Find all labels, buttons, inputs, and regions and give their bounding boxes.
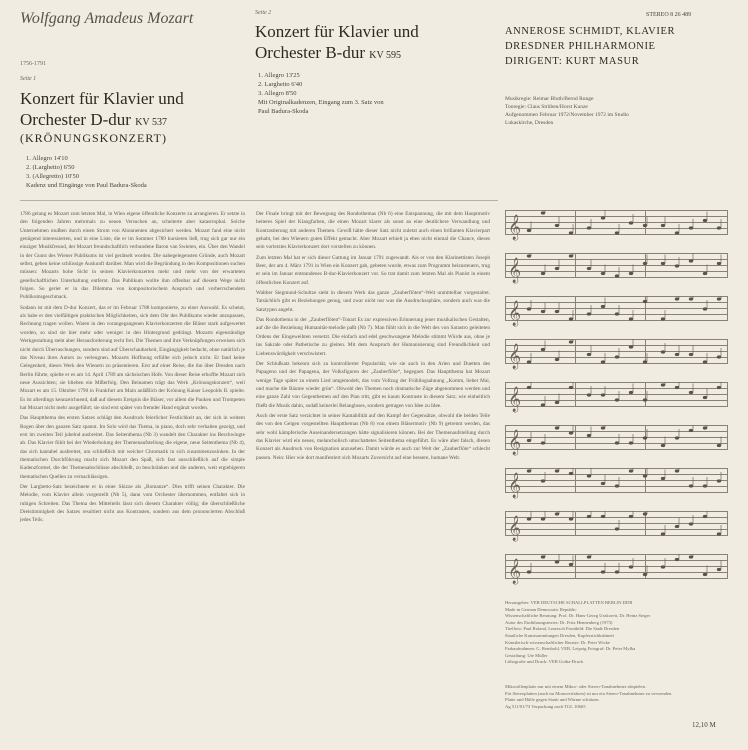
note-head xyxy=(717,386,721,389)
note-head xyxy=(703,272,707,275)
note-head xyxy=(569,563,573,566)
production-line: Künstlerisch-wissenschaftlicher Berater: Dr. Peter Wicke xyxy=(505,639,610,645)
note-head xyxy=(601,216,605,219)
note-head xyxy=(587,226,591,229)
note-head xyxy=(689,353,693,356)
side2-title-line1: Konzert für Klavier und xyxy=(255,22,419,41)
note-head xyxy=(675,436,679,439)
side2-movements xyxy=(258,71,384,116)
note-head xyxy=(615,441,619,444)
note-head xyxy=(601,305,605,308)
notes-glyphs xyxy=(505,296,728,328)
note-head xyxy=(569,517,573,520)
side2-movement-3: 3. Allegro 8'50 xyxy=(258,90,297,97)
note-head xyxy=(643,360,647,363)
note-head xyxy=(527,517,531,520)
note-head xyxy=(689,484,693,487)
note-head xyxy=(675,469,679,472)
notes-paragraph: Walther Siegmund-Schultze sieht in diesem Werk das ganze „Zauberflöten“-Welt unmittelbar vorgestaltet. Tatsächlich gibt es Beziehungen genug, und zwar nicht nur was die Ausdruckssphäre, sondern auch was die Satztypen angeht. xyxy=(256,290,490,313)
note-head xyxy=(703,426,707,429)
note-head xyxy=(615,312,619,315)
notes-paragraph: Das Rondothema in der „Zauberflöten“-Tonart Es zur expressiven Erinnerung jener musikalischen Gestalten, auf die die Beziehung Humanität-melodie paßt (Nb 7). Man fühlt sich in die Welt des von Sarastro geleiteten Ordens der Eingeweihten versetzt. Die einfach und edel geschwungene Melodie stimmt Würde aus, ohne je ins Sakrale oder Pathetische zu gleiten. Mit dem Anspruch der Humanisierung sind Freundlichkeit und Liebenswürdigkeit verschwistert. xyxy=(256,317,490,357)
note-head xyxy=(629,272,633,275)
side2-cadenzas-2: Paul Badura-Skoda xyxy=(258,108,309,115)
note-head xyxy=(615,398,619,401)
note-head xyxy=(661,383,665,386)
note-head xyxy=(629,441,633,444)
side2-movement-2: 2. Larghetto 6'40 xyxy=(258,81,303,88)
note-head xyxy=(689,259,693,262)
note-head xyxy=(643,512,647,515)
treble-clef-icon: 𝄞 xyxy=(508,258,522,283)
music-staff xyxy=(505,468,728,500)
note-head xyxy=(541,348,545,351)
artist-orchestra: DRESDNER PHILHARMONIE xyxy=(505,41,656,52)
note-head xyxy=(541,272,545,275)
side2-kv: KV 595 xyxy=(369,50,402,61)
note-head xyxy=(527,360,531,363)
notes-paragraph: Sodann ist mit dem D-dur Konzert, das er im Februar 1788 komponierte, zu einer Auswahl. Es scheint, als habe er den vielfältigen praktischen Möglichkeiten, sich dem Ohr des Publikums wieder anzupassen, Rechnung tragen wollen. Waren in den vorangegangenen Klavierkonzerten die Bläser stark aufgewertet worden, so sind sie hier mehr oder weniger in den Hintergrund gedrängt. Mozarts eigenständige Werkgestaltung steht aber Herausforderung recht frei. Die Themen und ihre Verknüpfungen erweisen sich nicht durch Überraschungen, sondern sind auf Überschaubarkeit, Eingängigkeit bedacht, ohne natürlich je das Niveau ihres Autors zu verleugnen. Mozarts Hoffnung erfüllte sich jedoch nicht. Er fand keine Gelegenheit, dieses Werk den Wienern zu präsentieren. Erst auf einer Reise, die ihn über Dresden nach Berlin führte, spielte er es am 14. April 1789 am sächsischen Hofe. Von dieser Reise erhoffte Mozart sich neue Aussichten; sie blieben ein Mißerfolg. Den Beinamen trägt das Werk „Krönungskonzert“, weil Mozart es am 15. Oktober 1790 in Frankfurt am Main anläßlich der Krönung Kaiser Leopolds II. spielte. Es ist allerdings kennzeichnend, daß auf diesem Ereignis die Bläser, vor allem die Pauken und Trompeten hat Mozart nicht mehr ausgeführt; sie sind erst später von fremder Hand ergänzt worden. xyxy=(20,304,245,411)
legal-line: Mikrorillenplatte nur mit einem Mikro- oder Stereo-Tonabnehmer abspielen. xyxy=(505,684,647,689)
note-head xyxy=(601,570,605,573)
notes-paragraph: Auch der erste Satz verzichtet in seiner Kantabilität auf den Kampf der Gegensätze, obwohl die beiden Teile des von den Geigen vorgestellten Hauptthemas (Nb 8) von einem Bläsermotiv (Nb 9) getrennt werden, das sehr wohl kämpferische Auseinandersetzungen hätte signalisieren können. Bei der Themenaufstellung durch das Klavier wird ein neues, melancholisch umschattetes Seitenthema eingeführt. Es wäre aber falsch, diesen Konzert als Ausdruck von Resignation anzusehen. Damit würde es auch zur Welt der „Zauberflöte“ schlecht passen. Nein: Hier wie dort manifestiert sich Mozarts Zuversicht auf eine bessere, humane Welt. xyxy=(256,412,490,461)
production-line: Herausgeber: VEB DEUTSCHE SCHALLPLATTEN BERLIN DDR xyxy=(505,600,633,605)
note-head xyxy=(643,398,647,401)
side1-title-key: Orchester D-dur xyxy=(20,110,131,129)
production-line: Wissenschaftliche Beratung: Prof. Dr. Hans-Georg Uszkoreit, Dr. Heinz Sieger xyxy=(505,613,651,619)
production-line: Staatliche Kunstsammlungen Dresden, Kupferstichkabinett xyxy=(505,632,614,638)
note-head xyxy=(615,527,619,530)
note-head xyxy=(689,391,693,394)
legal-line: Platte und Hülle gegen Staub und Wärme schützen. xyxy=(505,697,600,703)
note-head xyxy=(541,310,545,313)
note-head xyxy=(555,310,559,313)
note-head xyxy=(717,568,721,571)
music-staff xyxy=(505,296,728,328)
production-line: Gestaltung: Ute Müller xyxy=(505,652,548,658)
note-head xyxy=(541,555,545,558)
note-head xyxy=(703,573,707,576)
note-head xyxy=(629,221,633,224)
production-line: Titelfoto: Paul Roland, Leutzsch Frontbild: Die Stadt Dresden xyxy=(505,626,620,632)
legal-notes xyxy=(505,684,729,710)
note-head xyxy=(717,479,721,482)
note-head xyxy=(527,386,531,389)
music-staff xyxy=(505,210,728,242)
side1-title-line1: Konzert für Klavier und xyxy=(20,89,184,108)
note-head xyxy=(555,426,559,429)
note-head xyxy=(569,231,573,234)
notes-glyphs xyxy=(505,210,728,242)
production-line: Lithografie und Druck: VEB Gotha-Druck xyxy=(505,659,584,665)
credit-music-direction: Musikregie: Reimar Bluth/Bernd Runge xyxy=(505,96,594,102)
music-staff xyxy=(505,382,728,414)
side1-movement-3: 3. (Allegretto) 10'50 xyxy=(26,173,79,180)
side1-subtitle: (KRÖNUNGSKONZERT) xyxy=(20,131,167,145)
stereo-catalog-number: STEREO 8 26 489 xyxy=(646,12,692,18)
notes-glyphs xyxy=(505,253,728,285)
note-head xyxy=(569,317,573,320)
music-staff xyxy=(505,253,728,285)
treble-clef-icon: 𝄞 xyxy=(508,473,522,498)
note-head xyxy=(643,573,647,576)
production-credits xyxy=(505,600,729,666)
note-head xyxy=(689,555,693,558)
note-head xyxy=(527,254,531,257)
note-head xyxy=(541,479,545,482)
note-head xyxy=(601,360,605,363)
note-head xyxy=(717,355,721,358)
artist-conductor: DIRIGENT: KURT MASUR xyxy=(505,56,640,67)
note-head xyxy=(569,386,573,389)
side1-movement-1: 1. Allegro 14'10 xyxy=(26,155,68,162)
notes-glyphs xyxy=(505,425,728,457)
notes-paragraph: 1786 gelang es Mozart zum letzten Mal, in Wien eigene öffentliche Konzerte zu arrangieren. Er setzte in den folgenden Jahren mehrmals zu neuen Versuchen an, scheiterte aber katastrophal. Solche Unternehmen mußten durch einen Strom von Abonnenten abgesichert werden. Mozart fand eine nicht genügend interessierten, und in eine Liste, die er im Sommer 1789 kursieren ließ, trug sich gar nur ein einziger Musikfreund, der Mozart freundschaftlich verbundene Baron van Swieten, ein. Über den Wandel in der Gunst des Wiener Publikums ist viel gerätselt worden. Die nahegelegensten Gründe, auch Mozart selbst, geben keine schlüssige Auskunft darüber. Man wird die Begründung in den Kompositionen suchen müssen: Mozarts hohe Sicht in seinen Klavierkonzerten mehr und mehr von der erwarteten gesellschaftlichen Unterhaltung entfernt. Das Publikum wollte ihm offenbar auf diesem Wege nicht folgen. So geriet er in das Dilemma von kompositorischem Anspruch und vorherrschendem Publikumsgeschmack. xyxy=(20,211,245,301)
price-label: 12,10 M xyxy=(692,721,716,729)
note-head xyxy=(601,515,605,518)
note-head xyxy=(661,532,665,535)
note-head xyxy=(615,484,619,487)
note-head xyxy=(587,393,591,396)
note-head xyxy=(689,522,693,525)
composer-years: 1756-1791 xyxy=(20,61,46,67)
note-head xyxy=(675,353,679,356)
note-head xyxy=(569,431,573,434)
credit-recorded: Aufgenommen Februar 1972/November 1972 im Studio xyxy=(505,112,629,118)
notes-paragraph: Das Hauptthema des ersten Satzes schlägt den Ausdruck feierlicher Festlichkeit an, der sich in weitem Bogen über den ganzen Satz spannt. Im Solo wird das Thema, in piano, doch sehr verhalten gezeigt, und erst im zweiten Teil jubelnd ausbreitet. Das Seitenthema (Nb 3) wandelt den Charakter ins Beschwingte ab. Das Klavier fühlt bei der Wiederholung der Themenaufstellung die eigene, neue Seitenthema (Nb 4), das sich kantabel ausbreitet, um schließlich mit weicher Chromatik in sich zusammenzusinken. In der thematischen Durchführung macht sich Mozart den Spaß, sich fast ausschließlich auf die simple Kadenzformel, die der Themenabschlüsse abschließt, zu beschränken und die anderen, weit ergiebigeren thematischen Quellen zu vernachlässigen. xyxy=(20,415,245,480)
note-head xyxy=(703,396,707,399)
treble-clef-icon: 𝄞 xyxy=(508,301,522,326)
music-staff xyxy=(505,511,728,543)
treble-clef-icon: 𝄞 xyxy=(508,344,522,369)
note-head xyxy=(601,272,605,275)
note-head xyxy=(703,360,707,363)
note-head xyxy=(675,264,679,267)
note-head xyxy=(587,474,591,477)
note-head xyxy=(703,484,707,487)
note-head xyxy=(555,358,559,361)
note-head xyxy=(629,565,633,568)
note-head xyxy=(527,229,531,232)
side2-title-line2 xyxy=(255,43,401,65)
note-head xyxy=(555,560,559,563)
side1-movement-2: 2. (Larghetto) 6'50 xyxy=(26,164,75,171)
note-head xyxy=(615,231,619,234)
notes-glyphs xyxy=(505,468,728,500)
note-head xyxy=(527,307,531,310)
note-head xyxy=(703,515,707,518)
side1-label: Seite 1 xyxy=(20,76,37,82)
note-head xyxy=(675,297,679,300)
note-head xyxy=(675,558,679,561)
note-head xyxy=(569,340,573,343)
note-head xyxy=(643,300,647,303)
production-line: Autor des Einführungstextes: Dr. Fritz Hennenberg (1973) xyxy=(505,619,613,625)
note-head xyxy=(629,469,633,472)
note-head xyxy=(643,224,647,227)
side2-cadenzas-1: Mit Originalkadenzen, Eingang zum 3. Satz von xyxy=(258,99,384,106)
note-head xyxy=(629,515,633,518)
music-staff xyxy=(505,554,728,586)
note-head xyxy=(587,353,591,356)
note-head xyxy=(661,565,665,568)
music-staff xyxy=(505,425,728,457)
note-head xyxy=(717,297,721,300)
note-head xyxy=(601,426,605,429)
notes-glyphs xyxy=(505,339,728,371)
legal-line: Für Stereoplatten (auch im Monoverfahren) ist nur ein Stereo-Tonabnehmer zu verwenden. xyxy=(505,690,673,696)
note-head xyxy=(555,512,559,515)
notes-column-2 xyxy=(256,210,490,738)
note-head xyxy=(689,297,693,300)
artist-pianist: ANNEROSE SCHMIDT, KLAVIER xyxy=(505,26,676,37)
recording-credits xyxy=(505,95,629,127)
side2-movement-1: 1. Allegro 13'25 xyxy=(258,72,300,79)
note-head xyxy=(643,474,647,477)
note-head xyxy=(587,434,591,437)
note-head xyxy=(527,469,531,472)
notes-paragraph: Zum letzten Mal hat er sich dieser Gattung im Januar 1791 zugewandt. Als er von den Klarinettisten Joseph Beer, der am 4. März 1791 in Wien ein Konzert gab, gebeten wurde, etwas zum Programm beizusteuern, trug er sein im Januar entstandenes B-dur-Klavierkonzert vor. So trat damit zum letzten Mal als Pianist in einem öffentlichen Konzert auf. xyxy=(256,254,490,286)
legal-line: Ag 511/01/73 Verpackung nach TGL 10665 xyxy=(505,703,586,709)
note-head xyxy=(675,386,679,389)
note-head xyxy=(615,570,619,573)
treble-clef-icon: 𝄞 xyxy=(508,430,522,455)
note-head xyxy=(541,211,545,214)
side1-movements xyxy=(26,154,147,190)
note-head xyxy=(587,555,591,558)
note-head xyxy=(541,403,545,406)
note-head xyxy=(703,219,707,222)
note-head xyxy=(615,274,619,277)
note-head xyxy=(587,312,591,315)
note-head xyxy=(717,532,721,535)
note-head xyxy=(643,262,647,265)
production-line: Farbaufnahmen: G. Reinhold, VEB, Leipzig Fotograf: Dr. Peter Mylka xyxy=(505,646,636,652)
note-head xyxy=(629,391,633,394)
note-head xyxy=(661,350,665,353)
note-head xyxy=(555,401,559,404)
production-line: Made in German Democratic Republic xyxy=(505,606,577,612)
treble-clef-icon: 𝄞 xyxy=(508,215,522,240)
side2-title-key: Orchester B-dur xyxy=(255,43,365,62)
note-head xyxy=(587,515,591,518)
note-head xyxy=(661,477,665,480)
composer-name: Wolfgang Amadeus Mozart xyxy=(20,10,194,27)
note-head xyxy=(527,570,531,573)
note-head xyxy=(675,525,679,528)
note-head xyxy=(629,345,633,348)
treble-clef-icon: 𝄞 xyxy=(508,559,522,584)
note-head xyxy=(587,267,591,270)
note-head xyxy=(689,226,693,229)
note-head xyxy=(601,482,605,485)
note-head xyxy=(675,231,679,234)
notes-column-1 xyxy=(20,210,245,738)
notes-glyphs xyxy=(505,382,728,414)
note-head xyxy=(661,444,665,447)
notes-glyphs xyxy=(505,511,728,543)
note-head xyxy=(569,472,573,475)
divider-rule xyxy=(20,200,498,201)
side2-label: Seite 2 xyxy=(255,10,272,16)
note-head xyxy=(555,267,559,270)
note-head xyxy=(615,355,619,358)
notes-glyphs xyxy=(505,554,728,586)
note-head xyxy=(717,226,721,229)
note-head xyxy=(717,262,721,265)
note-head xyxy=(569,254,573,257)
note-head xyxy=(541,441,545,444)
note-head xyxy=(601,393,605,396)
note-head xyxy=(629,317,633,320)
side1-cadenzas: Kadenz und Eingänge von Paul Badura-Skoda xyxy=(26,182,147,189)
note-head xyxy=(661,224,665,227)
note-head xyxy=(541,517,545,520)
treble-clef-icon: 𝄞 xyxy=(508,387,522,412)
note-head xyxy=(661,317,665,320)
side1-title-line2 xyxy=(20,110,167,132)
note-head xyxy=(689,429,693,432)
note-head xyxy=(555,224,559,227)
notes-paragraph: Der Finale bringt mit der Bewegung des Rondothemas (Nb 6) eine Entspannung, die mit dem Hauptmotiv heiteres Spiel der Klangfarben, die einen Mozart klarer als sonst an eine deutlichere Verwandlung und Kontrastierung mit anderen Themen. Gewiß hätte dieser Satz nicht zuletzt auch einen brillanten Klavierpart gehabt, bei den Wienern guten Effekt gemacht. Aber Mozart erhielt ja eben nicht einmal die Chance, dieses sein vorletztes Klavierkonzert dort vorstellen zu können. xyxy=(256,211,490,251)
note-head xyxy=(643,436,647,439)
note-head xyxy=(661,262,665,265)
notes-paragraph: Der Larghetto-Satz bezeichnete er in einer Skizze als „Romanze“. Dies trifft seinen Charakter. Die Melodie, vom Klavier allein vorgestellt (Nb 5), dann vom Orchester übernommen, entfaltet sich in ruhigen Schreiten. Das Thema des Mittelteils lässt sich diesem Charakter völlig; die überschließliche Dreistimmigkeit des Satzes resultiert nicht aus Kontrasten, sondern aus dem prononcierten Abschluß jedes Teils. xyxy=(20,484,245,524)
note-head xyxy=(717,444,721,447)
note-head xyxy=(555,469,559,472)
notes-paragraph: Der Schlußsatz bekennt sich zu kontrollierter Popularität, wie sie auch in den Arien und Duetten des Papageno und der Papagena, der Volksfiguren der „Zauberflöte“, begegnet. Das Hauptthema hat Mozart wenige Tage später zu einem Lied umgemodelt, das vom Vollzug der Frühlingsahnung „Komm, lieber Mai, und mache die Bäume wieder grün“. Obwohl den Themen noch dramatische Züge abgenommen werden und eine ganze Zahl von Gegenthemen auf den Plan tritt, gibt es kaum Kontraste in diesem Satz; wie einheitlich fließt die Musik dahin, sodaß keinerlei Belangloses, sondern getragen von Idee zu Idee. xyxy=(256,360,490,409)
treble-clef-icon: 𝄞 xyxy=(508,516,522,541)
credit-location: Lukaskirche, Dresden xyxy=(505,120,554,126)
note-head xyxy=(703,307,707,310)
credit-sound-engineering: Tonregie: Claus Strüben/Horst Kunze xyxy=(505,104,588,110)
music-staff xyxy=(505,339,728,371)
note-head xyxy=(527,439,531,442)
side1-kv: KV 537 xyxy=(135,117,167,128)
